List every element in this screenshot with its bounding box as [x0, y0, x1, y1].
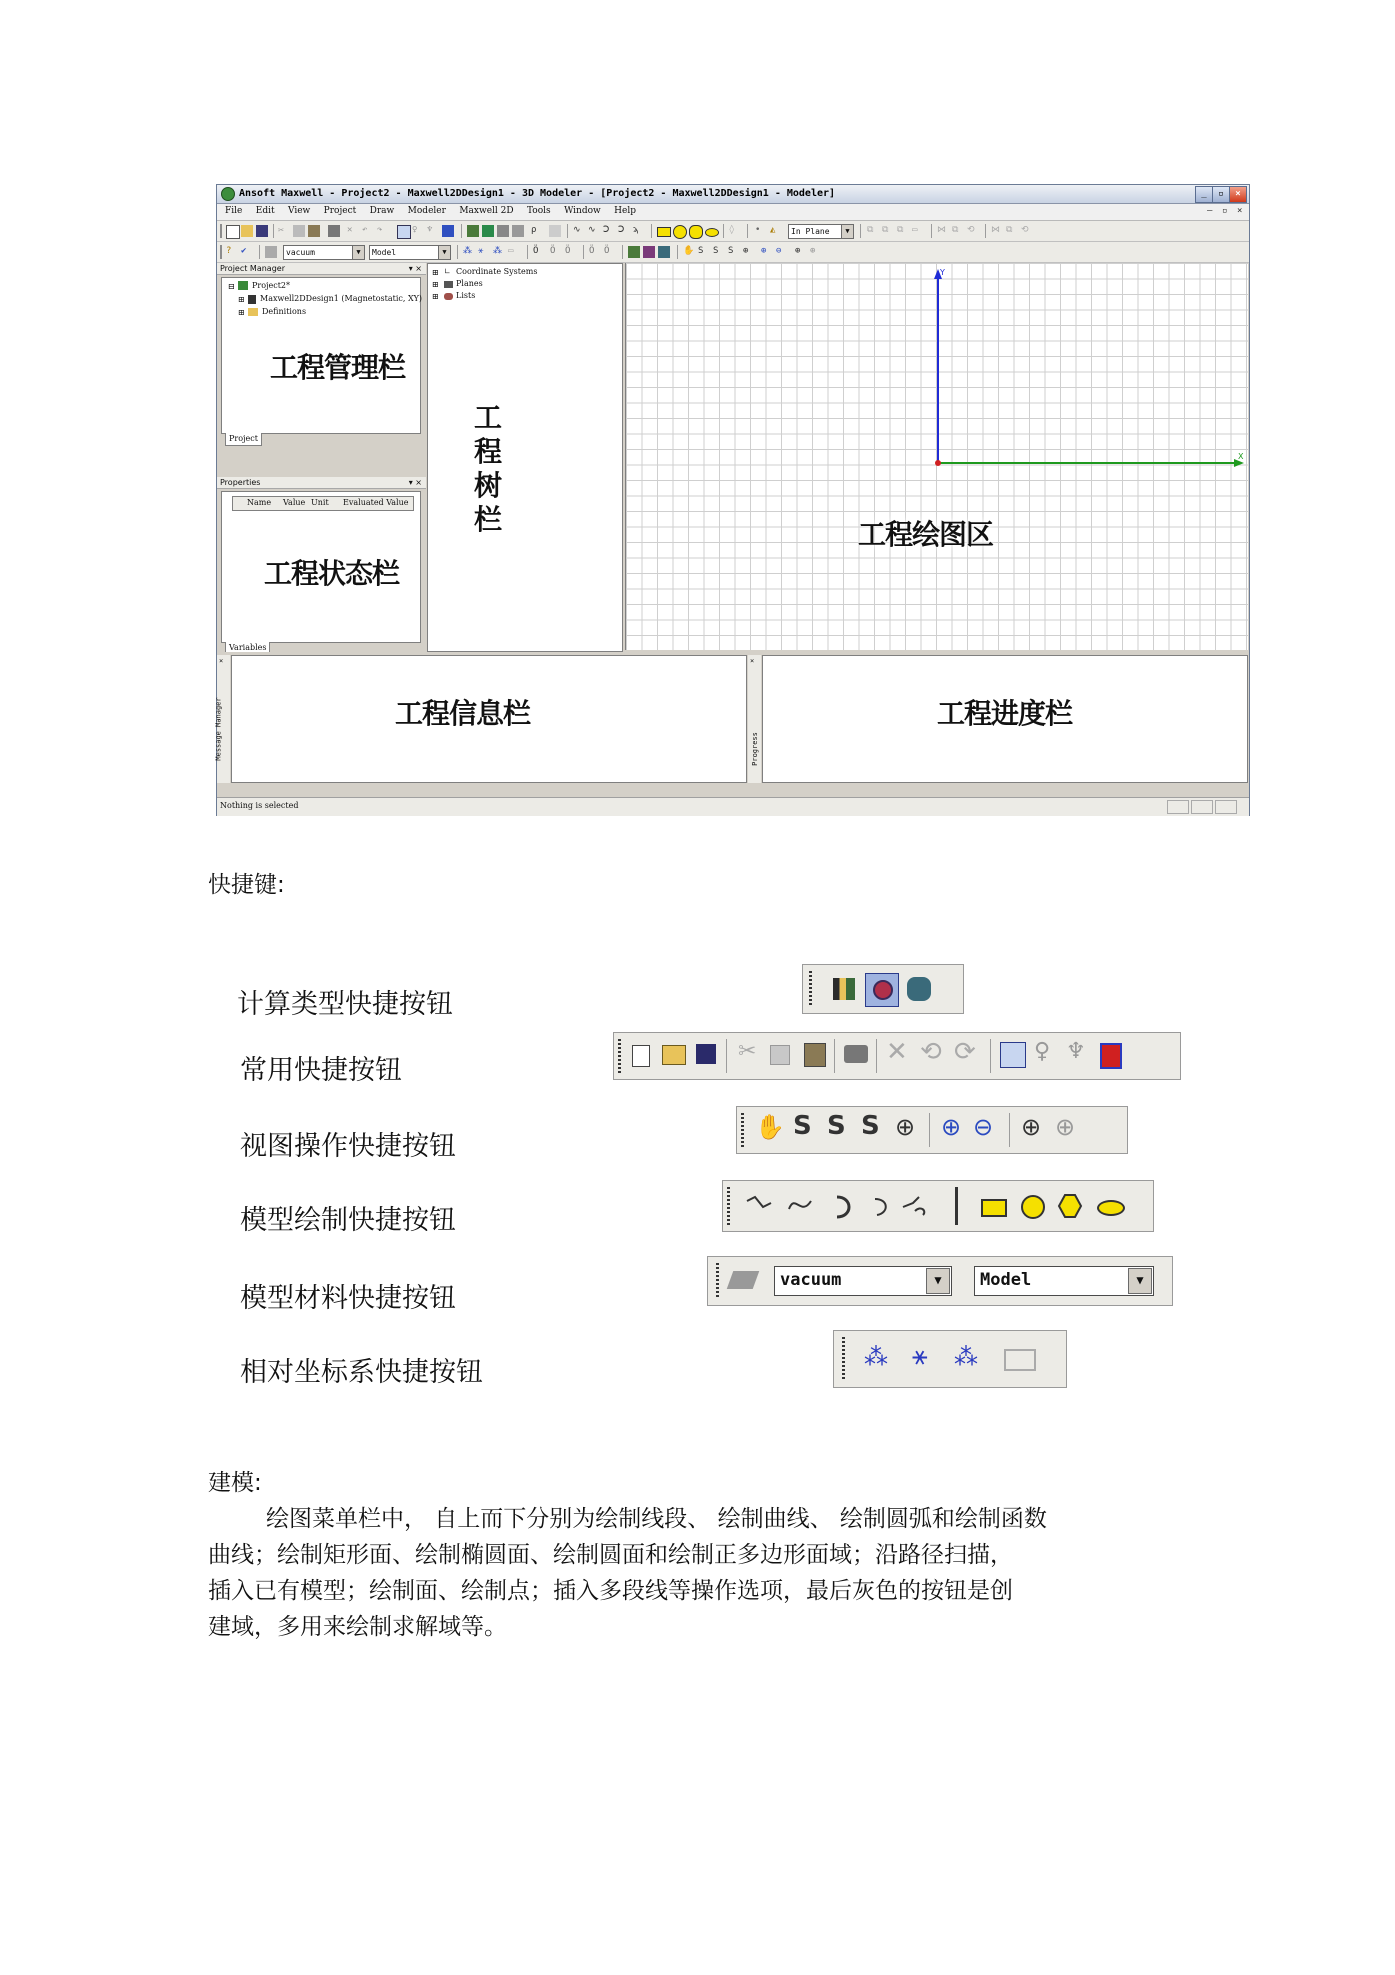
create-relative-cs-icon[interactable]: ⁂: [864, 1343, 888, 1371]
create-offset-cs-icon[interactable]: ⚹: [912, 1341, 928, 1371]
tree-expand-icon[interactable]: ⊞: [238, 308, 245, 317]
report-icon[interactable]: [442, 225, 454, 237]
menu-bar: [217, 204, 1249, 221]
project-manager-overlay: 工程管理栏: [270, 351, 406, 384]
boolean-3-icon[interactable]: ⧉: [897, 225, 904, 235]
label-view: 视图操作快捷按钮: [240, 1131, 456, 1162]
sol-type-1-icon[interactable]: [467, 225, 479, 237]
draw-polygon-svg: [1057, 1193, 1083, 1219]
status-bar: [217, 797, 1249, 816]
copy-icon[interactable]: [293, 225, 305, 237]
menu-help[interactable]: Help: [614, 206, 636, 216]
scale-icon[interactable]: ⋈: [991, 225, 1000, 235]
analyze-icon[interactable]: ♀: [1034, 1039, 1051, 1064]
label-material: 模型材料快捷按钮: [240, 1283, 456, 1314]
dropdown-arrow-icon: ▼: [926, 1268, 950, 1294]
excitation-2-icon[interactable]: Ö: [565, 246, 571, 256]
y-axis-label: Y: [940, 268, 945, 277]
boolean-4-icon[interactable]: ▭: [912, 225, 918, 235]
message-manager-panel: [231, 655, 747, 783]
zoom-icon[interactable]: ⊕: [895, 1113, 916, 1141]
x-axis-label: X: [1238, 452, 1244, 461]
delete-icon[interactable]: ✕: [347, 225, 353, 235]
tree-expand-icon[interactable]: ⊞: [238, 295, 245, 304]
modeling-heading: 建模:: [208, 1470, 262, 1496]
tree-item-planes[interactable]: Planes: [456, 279, 483, 288]
menu-draw[interactable]: Draw: [369, 206, 395, 216]
message-side-label: Message Manager: [214, 697, 223, 761]
mesh-2-icon[interactable]: Ö: [604, 246, 610, 256]
zoom-out-icon[interactable]: ⊖: [973, 1113, 994, 1141]
rotate-view-1-icon[interactable]: S: [698, 246, 704, 256]
save-icon[interactable]: [256, 225, 268, 237]
boolean-2-icon[interactable]: ⧉: [882, 225, 889, 235]
coordinate-systems-icon: ∟: [444, 267, 451, 276]
rotate-view-3-icon[interactable]: S: [728, 246, 734, 256]
mesh-1-icon[interactable]: Ö: [589, 246, 595, 256]
col-evaluated-value: Evaluated Value: [343, 498, 409, 507]
progress-overlay: 工程进度栏: [937, 697, 1073, 730]
material-value: vacuum: [780, 1270, 842, 1290]
drawing-canvas[interactable]: [625, 263, 1248, 650]
lists-icon: [444, 293, 453, 300]
transient-solver-icon[interactable]: [907, 977, 931, 1001]
eddy-current-icon[interactable]: [643, 246, 655, 258]
label-draw: 模型绘制快捷按钮: [240, 1205, 456, 1236]
title-bar: [217, 185, 1249, 204]
draw-ellipse-icon[interactable]: [1097, 1200, 1125, 1216]
magnetostatic-solver-icon[interactable]: [833, 978, 855, 1000]
model-tree-panel: [427, 263, 623, 652]
properties-overlay: 工程状态栏: [264, 557, 400, 590]
origin-point: [935, 460, 941, 466]
tree-expand-icon[interactable]: ⊞: [432, 292, 439, 301]
axes-svg: [626, 263, 1248, 650]
relative-cs-3-icon[interactable]: ⁂: [493, 246, 502, 256]
cut-icon[interactable]: ✂: [738, 1039, 757, 1064]
common-toolbar: [613, 1032, 1181, 1080]
report-icon[interactable]: [1100, 1043, 1122, 1069]
boundary-icon[interactable]: Ö: [533, 246, 539, 256]
toolbar-material-select[interactable]: [283, 245, 365, 260]
material-select-value: vacuum: [286, 248, 315, 257]
sol-type-2-icon[interactable]: [482, 225, 494, 237]
draw-line-icon[interactable]: ∿: [573, 225, 581, 235]
material-select[interactable]: [774, 1266, 952, 1296]
magnetostatic-icon[interactable]: [628, 246, 640, 258]
print-icon[interactable]: [844, 1045, 868, 1063]
planes-icon: [444, 281, 453, 288]
panel-close-icon[interactable]: ×: [750, 657, 755, 665]
tree-item-lists[interactable]: Lists: [456, 291, 476, 300]
face-cs-icon[interactable]: ▭: [508, 246, 514, 256]
properties-panel: [221, 491, 421, 643]
col-unit: Unit: [311, 498, 329, 507]
zoom-area-icon[interactable]: ⊕: [743, 246, 749, 256]
definitions-node[interactable]: Definitions: [262, 307, 307, 316]
rotate-icon[interactable]: ⟲: [967, 225, 975, 235]
tab-variables[interactable]: Variables: [225, 642, 270, 655]
context-help-icon[interactable]: ✔: [241, 246, 247, 256]
zoom-out-icon[interactable]: ⊖: [776, 246, 782, 256]
mirror-icon[interactable]: ⋈: [937, 225, 946, 235]
project-root-node[interactable]: Project2*: [252, 281, 291, 290]
tree-expand-icon[interactable]: ⊟: [228, 282, 235, 291]
assign-material-icon[interactable]: [727, 1271, 760, 1289]
menu-window[interactable]: Window: [564, 206, 601, 216]
properties-header: [217, 477, 426, 489]
folder-icon: [248, 308, 258, 316]
create-rotated-cs-icon[interactable]: ⁂: [954, 1343, 978, 1371]
paste-icon[interactable]: [804, 1043, 826, 1067]
plane-select-value: In Plane: [791, 227, 830, 236]
draw-spline-icon[interactable]: ∿: [588, 225, 596, 235]
tree-overlay-char-4: 栏: [474, 503, 502, 536]
delete-icon[interactable]: ✕: [886, 1037, 908, 1067]
dropdown-arrow-icon: ▼: [841, 225, 853, 238]
pan-icon[interactable]: ✋: [755, 1113, 785, 1141]
window-title: Ansoft Maxwell - Project2 - Maxwell2DDesign1 - 3D Modeler - [Project2 - Maxwell2DDesign1 - Modeler]: [239, 188, 836, 199]
menu-modeler[interactable]: Modeler: [407, 206, 446, 216]
status-text: Nothing is selected: [220, 801, 299, 810]
view-toolbar: [736, 1106, 1128, 1154]
material-toolbar: [707, 1256, 1173, 1306]
rotate-model-icon[interactable]: S: [827, 1111, 846, 1141]
draw-polygon-icon[interactable]: [1059, 1195, 1081, 1217]
fit-all-icon[interactable]: ⊕: [1021, 1113, 1042, 1141]
project-manager-title: Project Manager: [220, 264, 285, 273]
new-icon[interactable]: [226, 225, 240, 239]
redo-icon[interactable]: ↷: [377, 225, 383, 235]
minimize-button[interactable]: _: [1195, 186, 1213, 203]
draw-line-icon[interactable]: [747, 1197, 771, 1207]
help-icon[interactable]: ?: [226, 246, 232, 256]
progress-panel: [762, 655, 1248, 783]
tree-overlay-char-3: 树: [474, 469, 502, 502]
design-icon: [248, 295, 256, 304]
draw-arc-icon[interactable]: Ↄ: [603, 225, 610, 235]
coordinate-toolbar: [833, 1330, 1067, 1388]
tree-overlay-char-2: 程: [474, 435, 502, 468]
tree-overlay-char-1: 工: [474, 401, 502, 434]
col-name: Name: [247, 498, 272, 507]
transient-icon[interactable]: [658, 246, 670, 258]
create-face-cs-icon[interactable]: [1004, 1349, 1036, 1371]
message-side-bar: [214, 655, 230, 783]
circle-icon[interactable]: [673, 225, 687, 239]
plane-select[interactable]: [788, 224, 854, 239]
excitation-1-icon[interactable]: Ö: [550, 246, 556, 256]
draw-spline-icon[interactable]: [789, 1201, 811, 1209]
draw-circle-icon[interactable]: [1021, 1195, 1045, 1219]
sol-type-3-icon[interactable]: [497, 225, 509, 237]
draw-rectangle-icon[interactable]: [981, 1199, 1007, 1217]
results-icon[interactable]: ♆: [427, 225, 433, 235]
relative-cs-2-icon[interactable]: ⚹: [478, 246, 484, 256]
rotate-screen-icon[interactable]: S: [861, 1111, 880, 1141]
boolean-1-icon[interactable]: ⧉: [867, 225, 874, 235]
mdi-restore-icon[interactable]: ▫: [1222, 206, 1228, 216]
maximize-button[interactable]: ▫: [1212, 186, 1230, 203]
rectangle-icon[interactable]: [657, 227, 671, 237]
menu-edit[interactable]: Edit: [255, 206, 275, 216]
menu-tools[interactable]: Tools: [527, 206, 551, 216]
maxwell-window-screenshot: [216, 184, 1250, 816]
menu-view[interactable]: View: [288, 206, 311, 216]
toolbar-grip: [220, 224, 222, 238]
undo-icon[interactable]: ⟲: [920, 1037, 942, 1067]
analyze-icon[interactable]: ♀: [412, 225, 418, 235]
new-file-icon[interactable]: [632, 1045, 650, 1067]
toolbar-row-2: [217, 242, 1249, 263]
draw-arc-3pt-icon[interactable]: [875, 1199, 886, 1215]
sweep2-icon[interactable]: ⧉: [1006, 225, 1013, 235]
project-icon: [238, 281, 248, 290]
tab-project[interactable]: Project: [225, 433, 262, 446]
mdi-close-icon[interactable]: ×: [1237, 206, 1243, 216]
label-solution-type: 计算类型快捷按钮: [237, 989, 453, 1020]
shortcut-heading: 快捷键:: [208, 872, 285, 898]
draw-function-icon[interactable]: ϡ: [633, 225, 639, 235]
fit-selection-icon[interactable]: ⊕: [1055, 1113, 1076, 1141]
plane-icon[interactable]: ◭: [770, 225, 776, 235]
undo-icon[interactable]: ↶: [362, 225, 368, 235]
draw-curves-svg: [743, 1193, 933, 1219]
sol-type-4-icon[interactable]: [512, 225, 524, 237]
print-icon[interactable]: [328, 225, 340, 237]
label-coordinate: 相对坐标系快捷按钮: [240, 1357, 483, 1388]
tree-item-coordinate-systems[interactable]: Coordinate Systems: [456, 267, 538, 276]
col-value: Value: [283, 498, 306, 507]
sweep-icon[interactable]: [549, 225, 561, 237]
open-file-icon[interactable]: [662, 1045, 686, 1065]
toolbar-model-select[interactable]: [369, 245, 451, 260]
app-logo-icon: [221, 187, 235, 201]
save-file-icon[interactable]: [696, 1044, 716, 1064]
dropdown-arrow-icon: ▼: [1128, 1268, 1152, 1294]
toolbar-row-1: [217, 221, 1249, 242]
material-icon[interactable]: [265, 246, 277, 258]
cut-icon[interactable]: ✂: [278, 225, 285, 236]
paste-icon[interactable]: [308, 225, 320, 237]
menu-file[interactable]: File: [225, 206, 243, 216]
results-icon[interactable]: ♆: [1066, 1039, 1086, 1064]
mdi-minimize-icon[interactable]: –: [1207, 206, 1213, 216]
validate-icon[interactable]: [397, 225, 411, 239]
menu-maxwell2d[interactable]: Maxwell 2D: [459, 206, 514, 216]
panel-pin-close-icon[interactable]: ▾ ×: [408, 478, 422, 487]
draw-arc2-icon[interactable]: Ↄ: [618, 225, 625, 235]
region-icon[interactable]: ◊: [729, 225, 735, 235]
panel-pin-close-icon[interactable]: ▾ ×: [408, 264, 422, 273]
rotate-around-icon[interactable]: S: [793, 1111, 812, 1141]
solution-type-toolbar: [802, 964, 964, 1014]
fit-all-icon[interactable]: ⊕: [795, 246, 801, 256]
ellipse-icon[interactable]: [705, 228, 719, 237]
pointer-icon[interactable]: ρ: [531, 225, 537, 235]
point-icon[interactable]: •: [755, 225, 761, 235]
validate-icon[interactable]: [1000, 1042, 1026, 1068]
progress-side-bar: [748, 655, 761, 783]
canvas-overlay: 工程绘图区: [858, 518, 994, 551]
properties-title: Properties: [220, 478, 261, 487]
modeling-line-2: 曲线；绘制矩形面、绘制椭圆面、绘制圆面和绘制正多边形面域；沿路径扫描，: [208, 1542, 1013, 1568]
pan-icon[interactable]: ✋: [683, 246, 695, 256]
model-select[interactable]: [974, 1266, 1154, 1296]
message-overlay: 工程信息栏: [395, 697, 531, 730]
eddy-current-solver-icon[interactable]: [865, 973, 899, 1007]
draw-arc-center-icon[interactable]: [837, 1197, 849, 1217]
draw-function-icon[interactable]: [903, 1197, 924, 1215]
project-manager-header: [217, 263, 426, 275]
zoom-in-icon[interactable]: ⊕: [941, 1113, 962, 1141]
fit-selection-icon[interactable]: ⊕: [810, 246, 816, 256]
label-common: 常用快捷按钮: [240, 1055, 402, 1086]
duplicate-icon[interactable]: ⧉: [952, 225, 959, 235]
redo-icon[interactable]: ⟳: [954, 1037, 976, 1067]
model-value: Model: [980, 1270, 1032, 1290]
project-manager-panel: [221, 277, 421, 434]
close-button[interactable]: ×: [1229, 186, 1247, 203]
dropdown-arrow-icon: ▼: [352, 246, 364, 259]
relative-cs-1-icon[interactable]: ⁂: [463, 246, 472, 256]
progress-side-label: Progress: [750, 732, 759, 766]
open-icon[interactable]: [241, 225, 253, 237]
tree-expand-icon[interactable]: ⊞: [432, 268, 439, 277]
polygon-icon[interactable]: [689, 225, 703, 239]
properties-table-header: [232, 496, 414, 511]
tree-expand-icon[interactable]: ⊞: [432, 280, 439, 289]
rotate-view-2-icon[interactable]: S: [713, 246, 719, 256]
draw-toolbar: [722, 1180, 1154, 1232]
menu-project[interactable]: Project: [323, 206, 357, 216]
separate-icon[interactable]: ⟲: [1021, 225, 1029, 235]
design-node[interactable]: Maxwell2DDesign1 (Magnetostatic, XY): [260, 294, 423, 303]
dropdown-arrow-icon: ▼: [438, 246, 450, 259]
panel-close-icon[interactable]: ×: [219, 657, 224, 665]
model-select-value: Model: [372, 248, 397, 257]
modeling-line-3: 插入已有模型；绘制面、绘制点；插入多段线等操作选项，最后灰色的按钮是创: [208, 1578, 1013, 1604]
modeling-line-1: 绘图菜单栏中， 自上而下分别为绘制线段、 绘制曲线、 绘制圆弧和绘制函数: [266, 1506, 1047, 1532]
copy-icon[interactable]: [770, 1045, 790, 1065]
modeling-line-4: 建域，多用来绘制求解域等。: [208, 1614, 507, 1640]
zoom-in-icon[interactable]: ⊕: [761, 246, 767, 256]
